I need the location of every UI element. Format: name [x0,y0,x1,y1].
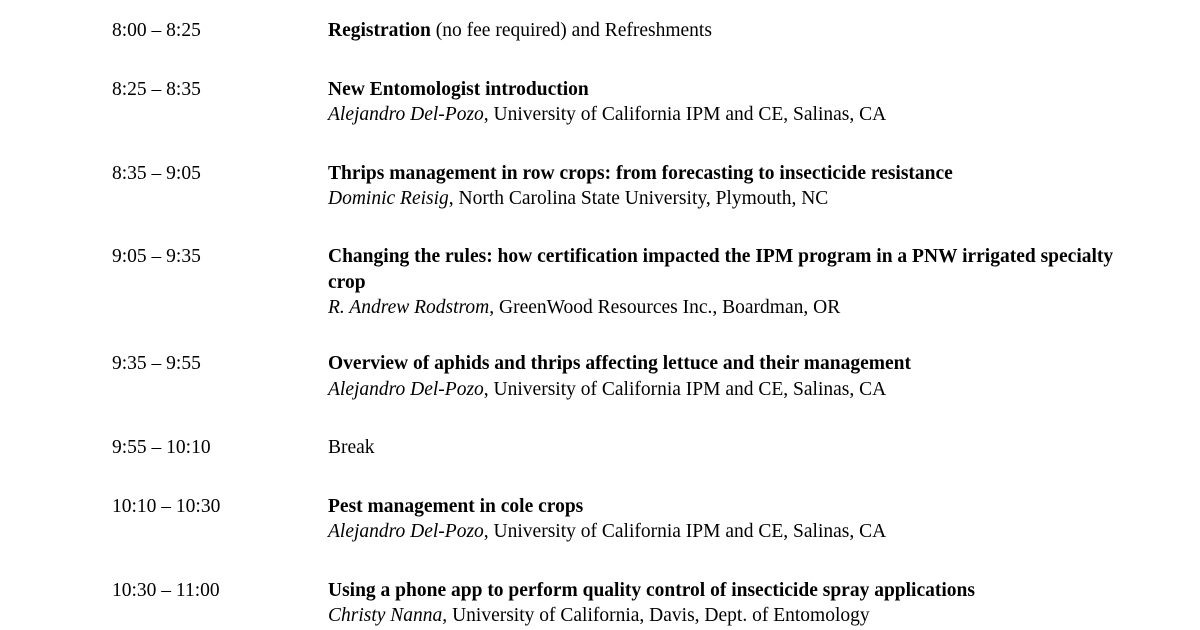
session-title [328,20,712,41]
session-title-bold: New Entomologist introduction [328,78,589,100]
time-slot: 9:35 – 9:55 [112,353,201,375]
speaker-affiliation: GreenWood Resources Inc., Boardman, OR [494,297,841,319]
session-title-bold: Overview of aphids and thrips affecting lettuce and their management [328,353,911,375]
speaker-name: Dominic Reisig [328,187,449,209]
session-description [328,77,1140,128]
session-title-bold: Registration [328,20,431,41]
time-slot: 10:10 – 10:30 [112,496,221,517]
time-slot: 8:35 – 9:05 [112,162,201,184]
session-title [328,496,583,517]
session-speaker [328,295,1140,320]
session-description [328,18,1140,44]
time-slot: 9:55 – 10:10 [112,437,211,459]
session-title-bold: Pest management in cole crops [328,496,584,517]
speaker-name: Alejandro Del-Pozo [328,521,484,543]
speaker-affiliation: University of California, Davis, Dept. of Entomology [447,605,870,627]
session-speaker [328,519,1140,544]
session-title-bold: Changing the rules: how certification impacted the IPM program in a PNW irrigated specialty crop [328,246,1114,293]
session-title [328,353,911,374]
time-slot: 10:30 – 11:00 [112,579,220,601]
session-description [328,244,1140,320]
speaker-affiliation: , North Carolina State University, Plymouth, NC [448,187,829,209]
session-title-bold: Thrips management in row crops: from forecasting to insecticide resistance [328,162,953,184]
speaker-affiliation: , University of California IPM and CE, Salinas, CA [483,521,887,543]
session-speaker [328,603,1140,628]
speaker-name: Christy Nanna, [328,605,448,627]
session-title [328,79,589,100]
speaker-name: Alejandro Del-Pozo [328,104,484,126]
speaker-affiliation: , University of California IPM and CE, Salinas, CA [483,378,887,400]
session-title [328,163,953,184]
time-slot: 8:25 – 8:35 [112,78,201,100]
session-title-bold: Using a phone app to perform quality control of insecticide spray applications [328,579,975,601]
agenda-row [112,77,1140,128]
session-title-plain: Break [328,437,375,459]
session-speaker [328,186,1140,211]
session-description [328,435,1140,461]
agenda-row [112,161,1140,212]
agenda-row [112,494,1140,545]
agenda-row [112,578,1140,629]
session-title [328,437,375,458]
time-slot: 8:00 – 8:25 [112,20,201,41]
speaker-name: Alejandro Del-Pozo [328,378,484,400]
session-speaker [328,102,1140,127]
session-title [328,246,1113,292]
session-description [328,578,1140,629]
session-title [328,580,975,601]
time-slot: 9:05 – 9:35 [112,246,201,268]
session-speaker [328,377,1140,402]
agenda-table [112,18,1140,628]
agenda-row [112,244,1140,320]
session-title-plain: (no fee required) and Refreshments [430,20,712,41]
agenda-row [112,435,1140,461]
session-description [328,494,1140,545]
agenda-row [112,18,1140,44]
speaker-affiliation: , University of California IPM and CE, Salinas, CA [483,104,887,126]
agenda-row [112,351,1140,402]
session-description [328,351,1140,402]
session-description [328,161,1140,212]
speaker-name: R. Andrew Rodstrom, [328,297,495,319]
